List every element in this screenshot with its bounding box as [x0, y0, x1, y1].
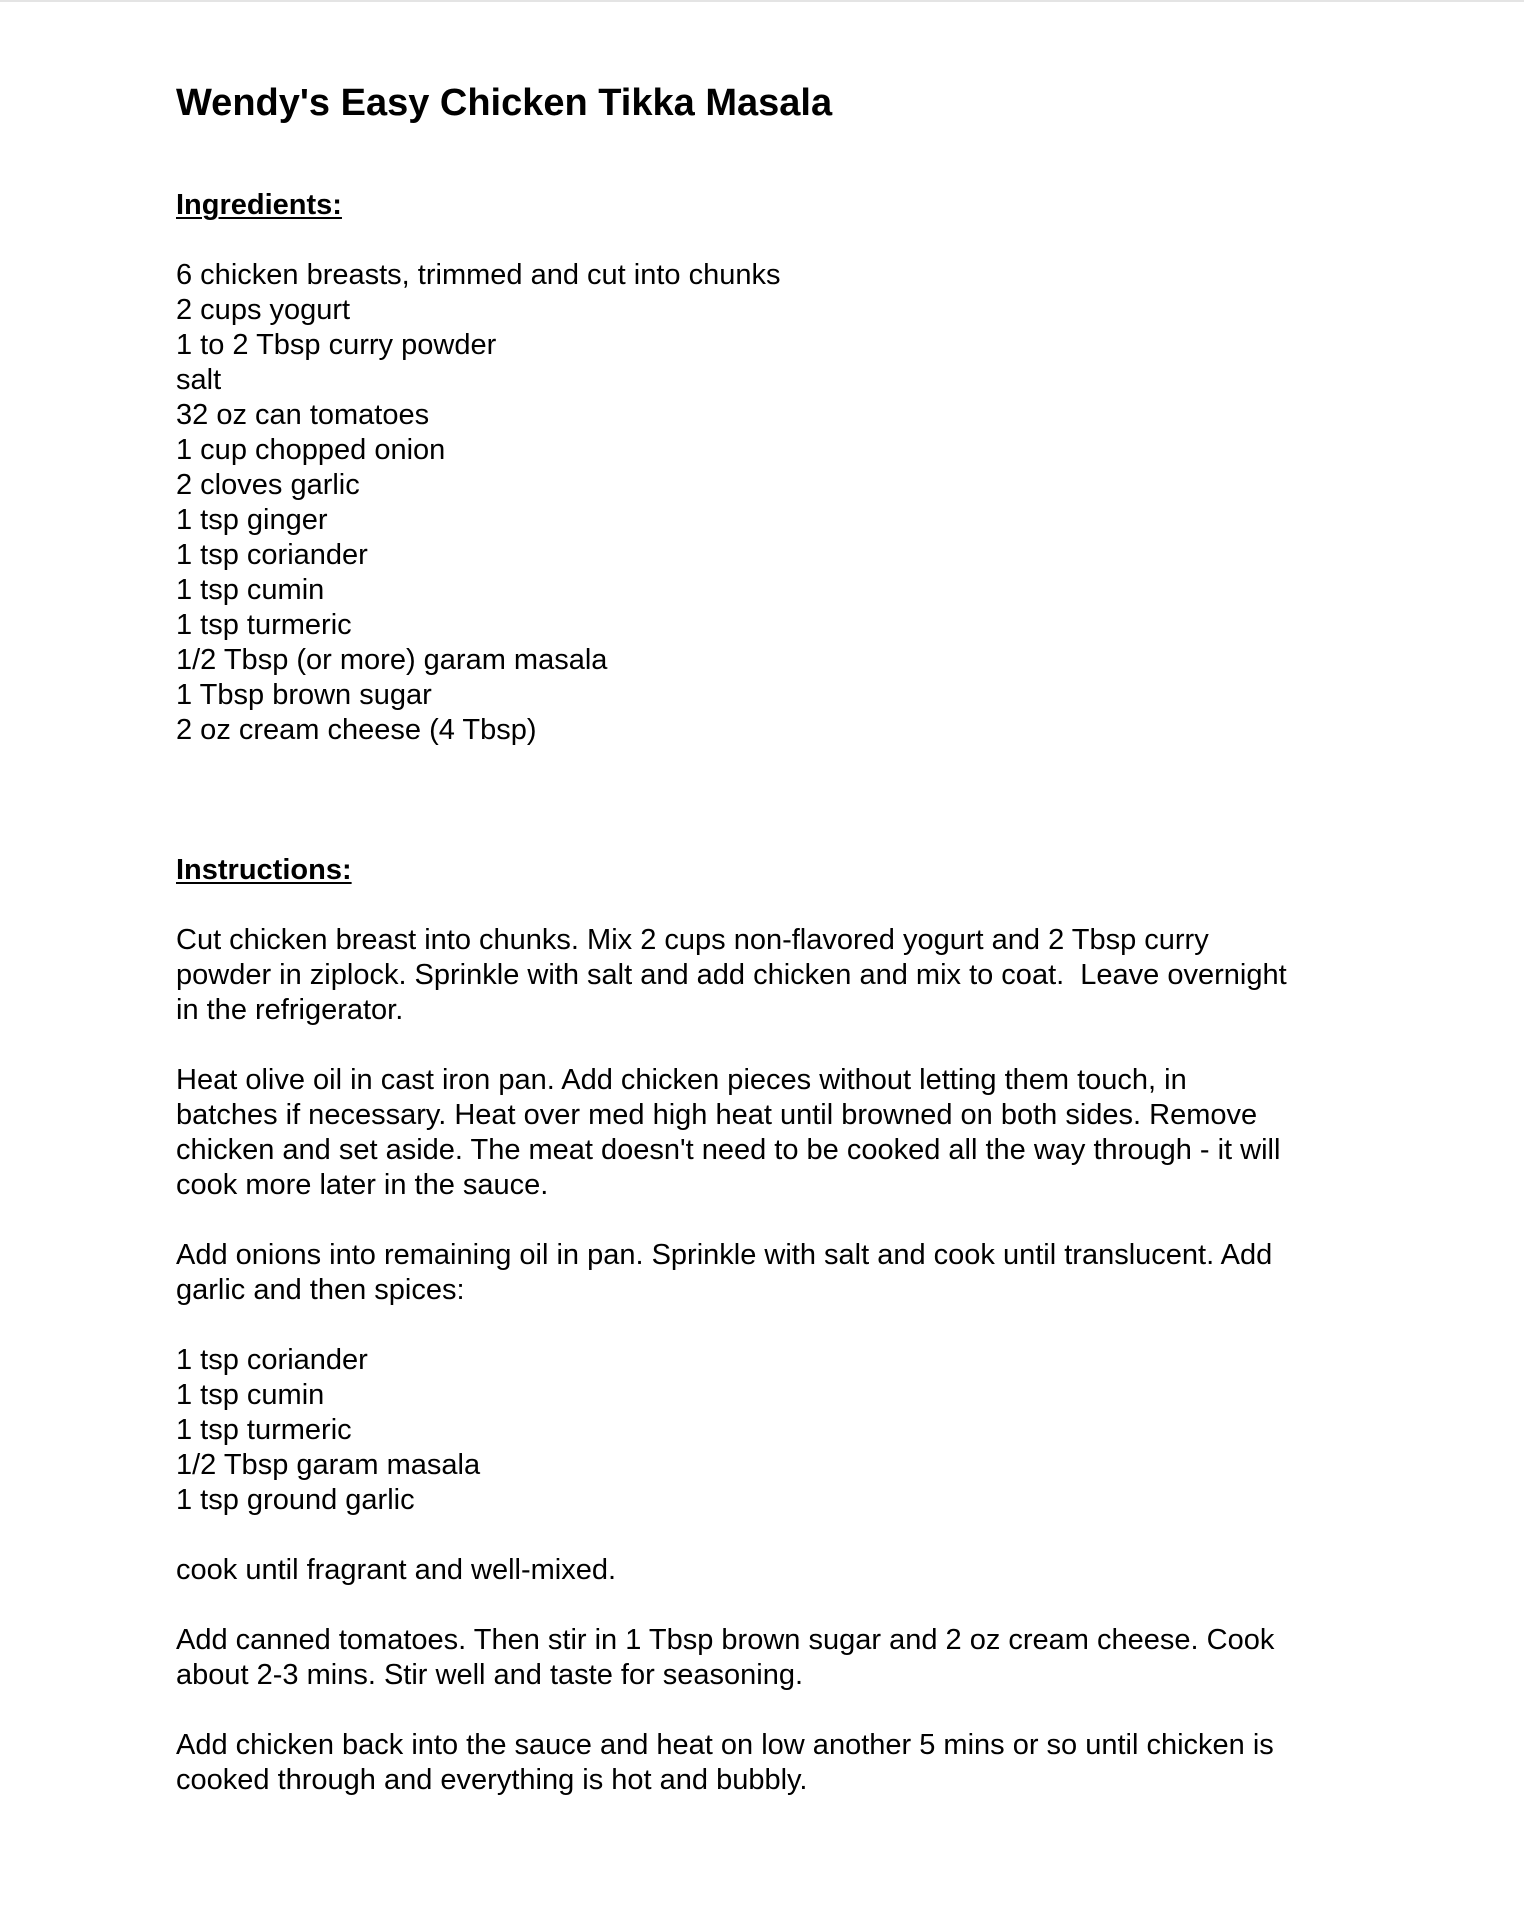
instruction-paragraph: Add canned tomatoes. Then stir in 1 Tbsp brown sugar and 2 oz cream cheese. Cook about 2-3 mins. Stir well and taste for seasoning.	[176, 1624, 1275, 1691]
ingredient-item: 6 chicken breasts, trimmed and cut into chunks	[176, 259, 781, 291]
instruction-paragraph: Heat olive oil in cast iron pan. Add chicken pieces without letting them touch, in batches if necessary. Heat over med high heat until browned on both sides. Remove chicken and set aside. The meat doesn't need to be cooked all the way through - it will cook more later in the sauce.	[176, 1064, 1281, 1201]
ingredient-item: 1 cup chopped onion	[176, 434, 446, 466]
spices-list	[176, 1343, 1376, 1518]
recipe-document	[176, 78, 1376, 1798]
ingredient-item: 1 tsp turmeric	[176, 609, 352, 641]
instruction-paragraph: Add chicken back into the sauce and heat on low another 5 mins or so until chicken is cooked through and everything is hot and bubbly.	[176, 1729, 1274, 1796]
spice-item: 1 tsp ground garlic	[176, 1484, 415, 1516]
ingredient-item: 1 to 2 Tbsp curry powder	[176, 329, 497, 361]
instructions-heading: Instructions:	[176, 854, 352, 886]
ingredient-item: 1 tsp cumin	[176, 574, 325, 606]
spice-item: 1 tsp coriander	[176, 1344, 368, 1376]
ingredient-item: salt	[176, 364, 222, 396]
ingredient-item: 2 cloves garlic	[176, 469, 360, 501]
spice-item: 1/2 Tbsp garam masala	[176, 1449, 481, 1481]
instruction-paragraph: cook until fragrant and well-mixed.	[176, 1554, 617, 1586]
ingredient-item: 2 oz cream cheese (4 Tbsp)	[176, 714, 537, 746]
ingredients-list	[176, 258, 1376, 748]
ingredient-item: 32 oz can tomatoes	[176, 399, 430, 431]
ingredient-item: 1 Tbsp brown sugar	[176, 679, 432, 711]
instruction-paragraph: Cut chicken breast into chunks. Mix 2 cups non-flavored yogurt and 2 Tbsp curry powder in ziplock. Sprinkle with salt and add chicken and mix to coat. Leave overnight in the refrigerator.	[176, 924, 1287, 1026]
ingredient-item: 1 tsp ginger	[176, 504, 328, 536]
instruction-paragraph: Add onions into remaining oil in pan. Sprinkle with salt and cook until translucent. Add garlic and then spices:	[176, 1239, 1273, 1306]
page-top-border	[0, 0, 1524, 2]
spice-item: 1 tsp turmeric	[176, 1414, 352, 1446]
ingredients-heading: Ingredients:	[176, 189, 342, 221]
ingredient-item: 1 tsp coriander	[176, 539, 368, 571]
spice-item: 1 tsp cumin	[176, 1379, 325, 1411]
ingredient-item: 2 cups yogurt	[176, 294, 351, 326]
recipe-title: Wendy's Easy Chicken Tikka Masala	[176, 82, 833, 124]
ingredient-item: 1/2 Tbsp (or more) garam masala	[176, 644, 608, 676]
